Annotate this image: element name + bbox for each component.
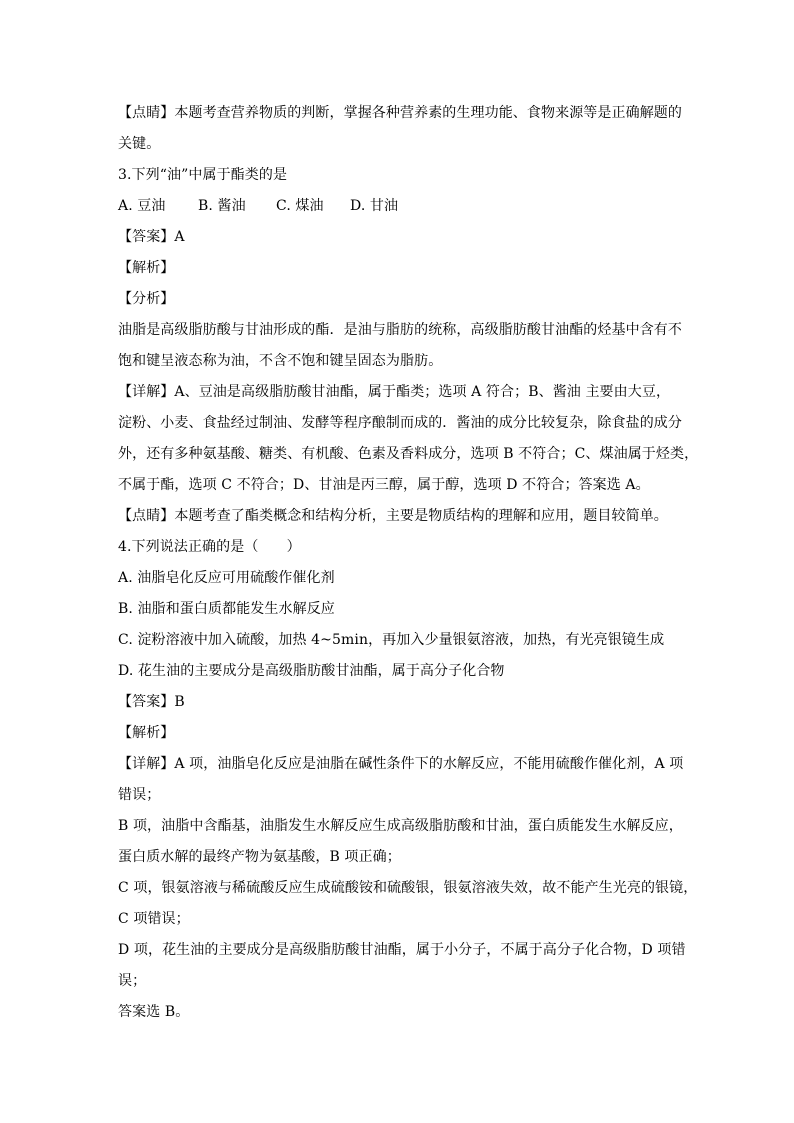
text-line: 淀粉、小麦、食盐经过制油、发酵等程序酿制而成的．酱油的成分比较复杂，除食盐的成分	[118, 415, 682, 431]
document-page	[118, 98, 699, 1028]
text-line: 【详解】A 项，油脂皂化反应是油脂在碱性条件下的水解反应，不能用硫酸作催化剂，A 项	[118, 756, 684, 772]
option-b: B. 酱油	[198, 198, 246, 214]
option-a: A. 油脂皂化反应可用硫酸作催化剂	[118, 570, 335, 586]
text-line: 饱和键呈液态称为油，不含不饱和键呈固态为脂肪。	[118, 353, 443, 369]
text-line: 外，还有多种氨基酸、糖类、有机酸、色素及香料成分，选项 B 不符合；C、煤油属于烃类，	[118, 446, 699, 462]
text-line: C 项错误；	[118, 911, 190, 927]
text-line: B 项，油脂中含酯基，油脂发生水解反应生成高级脂肪酸和甘油，蛋白质能发生水解反应，	[118, 818, 683, 834]
option-a: A. 豆油	[118, 198, 166, 214]
text-line: 油脂是高级脂肪酸与甘油形成的酯．是油与脂肪的统称，高级脂肪酸甘油酯的烃基中含有不	[118, 322, 682, 338]
question-3-options	[118, 191, 678, 222]
option-d: D. 甘油	[350, 198, 399, 214]
final-answer: 答案选 B。	[118, 1004, 190, 1020]
text-line: 不属于酯，选项 C 不符合；D、甘油是丙三醇，属于醇，选项 D 不符合；答案选 A。	[118, 477, 650, 493]
text-line: 错误；	[118, 787, 161, 803]
text-line: 【点睛】本题考查营养物质的判断，掌握各种营养素的生理功能、食物来源等是正确解题的	[118, 105, 682, 121]
text-line: 误；	[118, 973, 147, 989]
text-line: 关键。	[118, 136, 161, 152]
text-line: C 项，银氨溶液与稀硫酸反应生成硫酸铵和硫酸银，银氨溶液失效，故不能产生光亮的银镜，	[118, 880, 698, 896]
question-3: 3.下列“油”中属于酯类的是	[118, 167, 288, 183]
question-4: 4.下列说法正确的是（ ）	[118, 539, 301, 555]
answer-label: 【答案】A	[118, 229, 185, 245]
option-c: C. 煤油	[276, 198, 324, 214]
text-line: D 项，花生油的主要成分是高级脂肪酸甘油酯，属于小分子，不属于高分子化合物，D 项错	[118, 942, 686, 958]
analysis-label: 【解析】	[118, 260, 175, 276]
fenxi-label: 【分析】	[118, 291, 175, 307]
text-line: 蛋白质水解的最终产物为氨基酸，B 项正确；	[118, 849, 401, 865]
option-c: C. 淀粉溶液中加入硫酸，加热 4~5min，再加入少量银氨溶液，加热，有光亮银镜生成	[118, 632, 665, 648]
option-d: D. 花生油的主要成分是高级脂肪酸甘油酯，属于高分子化合物	[118, 663, 505, 679]
option-b: B. 油脂和蛋白质都能发生水解反应	[118, 601, 335, 617]
text-line: 【详解】A、豆油是高级脂肪酸甘油酯，属于酯类；选项 A 符合；B、酱油 主要由大豆，	[118, 384, 671, 400]
text-line: 【点睛】本题考查了酯类概念和结构分析，主要是物质结构的理解和应用，题目较简单。	[118, 508, 668, 524]
analysis-label: 【解析】	[118, 725, 175, 741]
answer-label: 【答案】B	[118, 694, 185, 710]
